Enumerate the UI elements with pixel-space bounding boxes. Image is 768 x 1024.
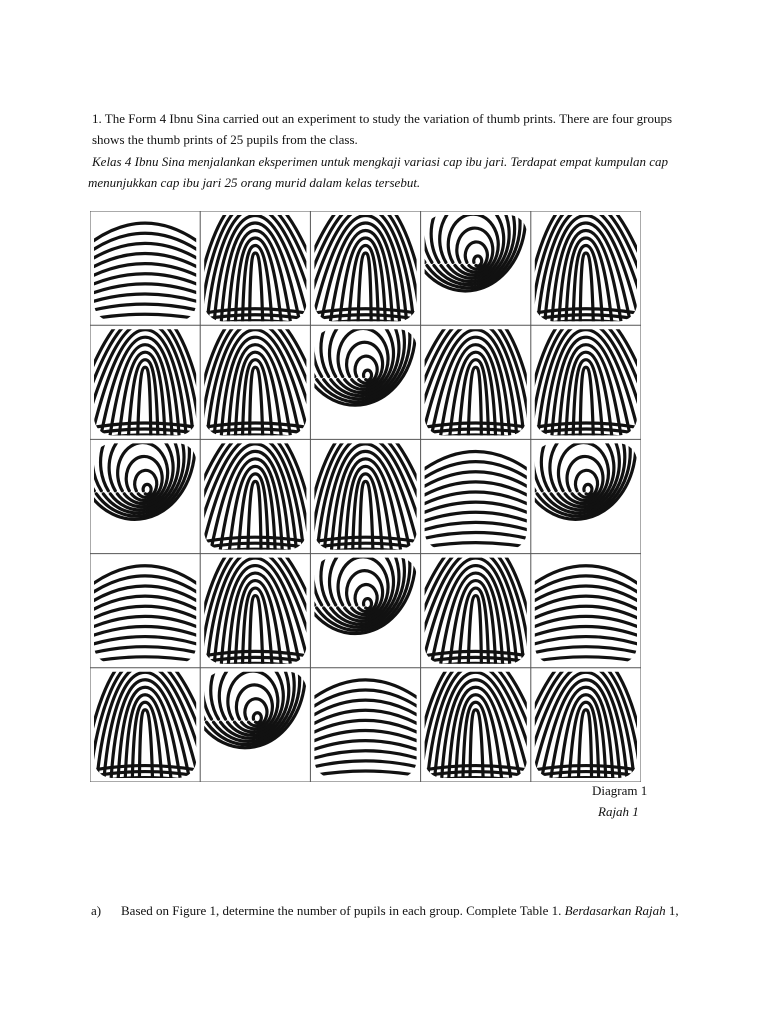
part-a-text-malay: Berdasarkan Rajah bbox=[564, 903, 666, 918]
part-a-text: Based on Figure 1, determine the number of pupils in each group. Complete Table 1. bbox=[121, 903, 562, 918]
thumbprint-loop bbox=[523, 307, 641, 440]
thumbprint-loop bbox=[193, 307, 338, 440]
thumbprint-whorl bbox=[405, 211, 525, 291]
question-malay-line-1: Kelas 4 Ibnu Sina menjalankan eksperimen untuk mengkaji variasi cap ibu jari. Terdapat empat kumpulan cap bbox=[92, 154, 669, 169]
thumbprint-arch bbox=[90, 566, 200, 662]
thumbprint-whorl bbox=[295, 259, 415, 405]
thumbprint-loop-r bbox=[393, 536, 538, 669]
thumbprint-loop bbox=[90, 650, 228, 782]
part-a-marker: a) bbox=[91, 903, 102, 918]
thumbprint-loop bbox=[303, 421, 448, 554]
question-line-2: shows the thumb prints of 25 pupils from the class. bbox=[92, 132, 358, 147]
diagram-caption-malay: Rajah 1 bbox=[598, 804, 639, 819]
thumbprint-arch bbox=[421, 452, 531, 548]
thumbprint-arch bbox=[531, 566, 641, 662]
thumbprint-loop-r bbox=[173, 421, 318, 554]
thumbprint-loop bbox=[193, 536, 338, 669]
part-a-trailing: 1, bbox=[665, 903, 679, 918]
thumbprint-loop-r bbox=[393, 307, 538, 440]
thumbprint-arch bbox=[90, 223, 200, 319]
question-malay-line-2: menunjukkan cap ibu jari 25 orang murid dalam kelas tersebut. bbox=[88, 175, 421, 190]
diagram-caption: Diagram 1 bbox=[592, 783, 648, 798]
part-a-question bbox=[121, 903, 679, 919]
question-line-1: 1. The Form 4 Ibnu Sina carried out an experiment to study the variation of thumb prints. There are four groups bbox=[92, 111, 673, 126]
thumbprint-whorl bbox=[90, 373, 195, 519]
thumbprint-loop-r bbox=[90, 307, 208, 440]
thumbprint-loop bbox=[523, 211, 641, 326]
thumbprint-grid bbox=[90, 211, 641, 782]
thumbprint-arch bbox=[310, 680, 420, 776]
